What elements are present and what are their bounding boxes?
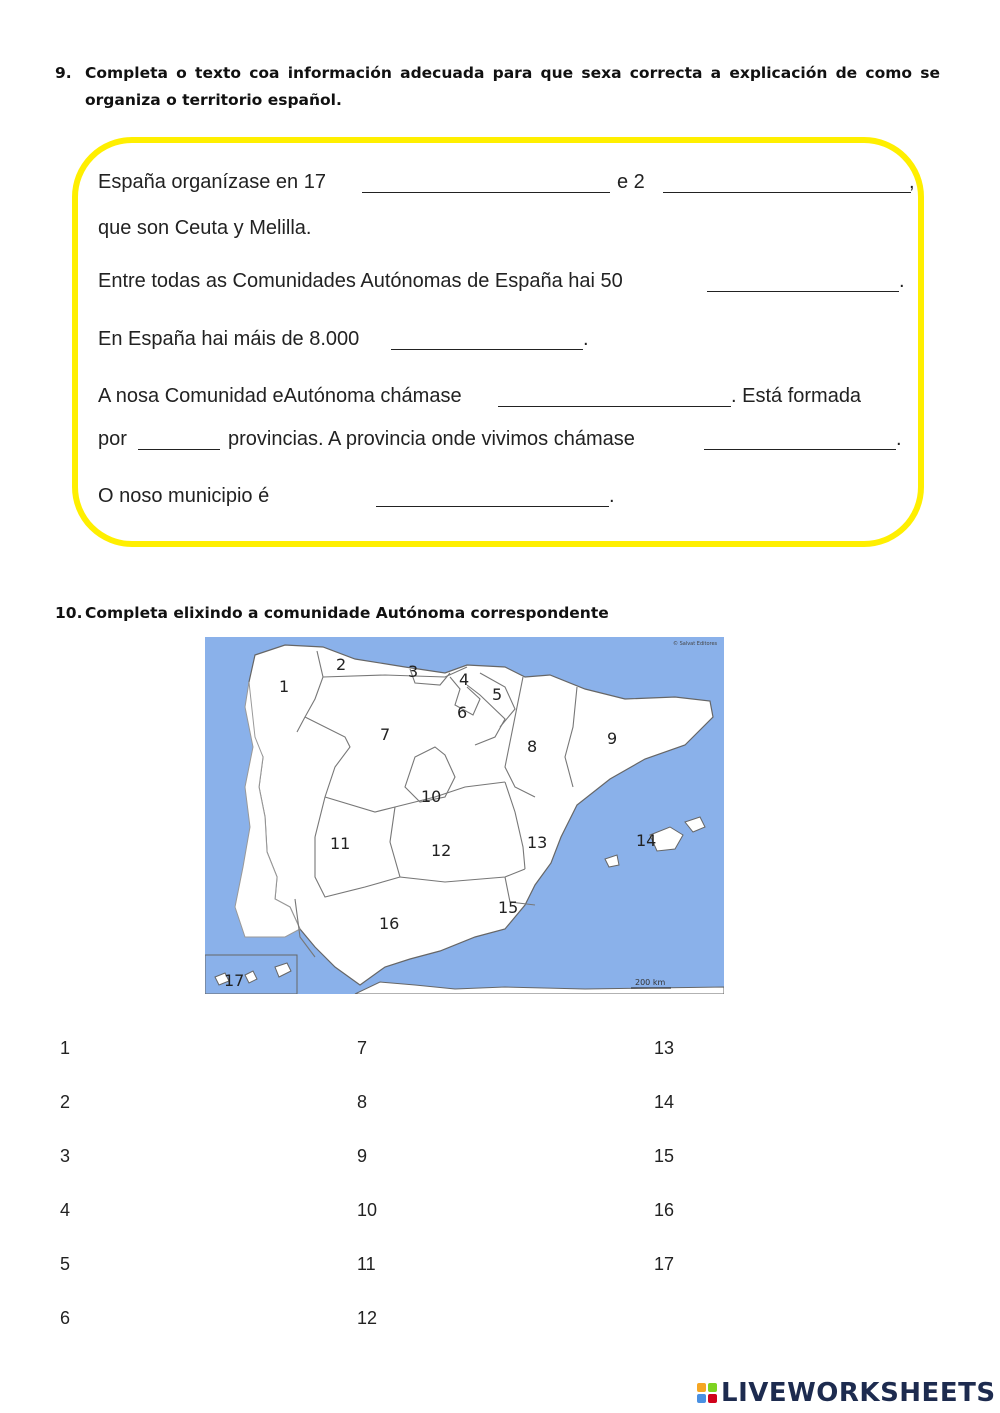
- answer-input-8[interactable]: [395, 1090, 629, 1114]
- answer-number-14: 14: [654, 1092, 675, 1112]
- text-line-5b: . Está formada: [731, 385, 862, 407]
- map-label-7: 7: [380, 725, 391, 744]
- answer-number-15: 15: [654, 1146, 675, 1166]
- answer-input-14[interactable]: [692, 1090, 936, 1114]
- answer-input-16[interactable]: [692, 1198, 936, 1222]
- answer-number-7: 7: [357, 1038, 368, 1058]
- map-label-2: 2: [336, 655, 347, 674]
- blank-provincia[interactable]: [704, 427, 896, 450]
- answer-number-9: 9: [357, 1146, 368, 1166]
- answer-number-4: 4: [60, 1200, 71, 1220]
- answer-number-1: 1: [60, 1038, 71, 1058]
- answer-input-7[interactable]: [395, 1036, 629, 1060]
- map-label-14: 14: [636, 831, 657, 850]
- text-line-7b: .: [609, 485, 615, 507]
- text-line-1c: ,: [909, 171, 915, 193]
- map-label-3: 3: [408, 662, 419, 681]
- map-label-5: 5: [492, 685, 503, 704]
- text-line-1b: e 2: [617, 171, 645, 193]
- map-scale-label: 200 km: [635, 978, 666, 987]
- answer-input-5[interactable]: [90, 1252, 324, 1276]
- text-line-6c: .: [896, 428, 902, 450]
- liveworksheets-logo-icon: [697, 1383, 717, 1403]
- map-label-16: 16: [379, 914, 400, 933]
- question-9-title: [55, 60, 940, 114]
- text-line-2: que son Ceuta y Melilla.: [98, 217, 312, 239]
- answer-input-15[interactable]: [692, 1144, 936, 1168]
- answer-number-8: 8: [357, 1092, 368, 1112]
- answer-input-17[interactable]: [692, 1252, 936, 1276]
- text-line-5a: A nosa Comunidad eAutónoma chámase: [98, 385, 462, 407]
- answer-number-16: 16: [654, 1200, 675, 1220]
- answer-number-12: 12: [357, 1308, 378, 1328]
- map-credit: © Salvat Editores: [673, 641, 718, 647]
- answer-number-10: 10: [357, 1200, 378, 1220]
- map-label-10: 10: [421, 787, 442, 806]
- answer-input-2[interactable]: [90, 1090, 324, 1114]
- answer-input-1[interactable]: [90, 1036, 324, 1060]
- map-label-6: 6: [457, 703, 468, 722]
- text-line-7a: O noso municipio é: [98, 485, 270, 507]
- blank-num-provincias[interactable]: [138, 427, 220, 450]
- question-number: 9.: [55, 64, 72, 82]
- question-number: 10.: [55, 604, 83, 622]
- text-line-4b: .: [583, 328, 589, 350]
- answer-input-13[interactable]: [692, 1036, 936, 1060]
- text-line-4a: En España hai máis de 8.000: [98, 328, 360, 350]
- answer-number-6: 6: [60, 1308, 71, 1328]
- liveworksheets-logo: [697, 1378, 996, 1408]
- answer-number-17: 17: [654, 1254, 675, 1274]
- answer-number-3: 3: [60, 1146, 71, 1166]
- blank-municipio[interactable]: [376, 484, 609, 507]
- map-label-15: 15: [498, 898, 519, 917]
- answer-input-10[interactable]: [395, 1198, 629, 1222]
- text-line-1a: España organízase en 17: [98, 171, 326, 193]
- text-line-3a: Entre todas as Comunidades Autónomas de España hai 50: [98, 270, 623, 292]
- map-label-12: 12: [431, 841, 452, 860]
- map-label-11: 11: [330, 834, 351, 853]
- question-text: Completa elixindo a comunidade Autónoma correspondente: [85, 604, 609, 622]
- text-line-3b: .: [899, 270, 905, 292]
- text-line-6a: por: [98, 428, 127, 450]
- map-label-9: 9: [607, 729, 618, 748]
- text-line-6b: provincias. A provincia onde vivimos chámase: [228, 428, 635, 450]
- map-label-1: 1: [279, 677, 290, 696]
- blank-cidades-autonomas[interactable]: [663, 170, 911, 193]
- blank-comunidades[interactable]: [362, 170, 610, 193]
- answer-number-2: 2: [60, 1092, 71, 1112]
- answer-input-9[interactable]: [395, 1144, 629, 1168]
- answer-input-4[interactable]: [90, 1198, 324, 1222]
- answer-input-11[interactable]: [395, 1252, 629, 1276]
- answer-number-13: 13: [654, 1038, 675, 1058]
- question-text: Completa o texto coa información adecuada para que sexa correcta a explicación de como se organiza o territorio español.: [85, 64, 940, 109]
- map-label-4: 4: [459, 670, 470, 689]
- map-label-17: 17: [224, 971, 245, 990]
- blank-municipios[interactable]: [391, 327, 583, 350]
- logo-text: LIVEWORKSHEETS: [721, 1378, 996, 1408]
- answer-input-12[interactable]: [395, 1306, 629, 1330]
- answer-input-3[interactable]: [90, 1144, 324, 1168]
- blank-comunidade[interactable]: [498, 384, 731, 407]
- map-label-8: 8: [527, 737, 538, 756]
- spain-map-svg: [205, 637, 724, 994]
- answer-number-5: 5: [60, 1254, 71, 1274]
- map-label-13: 13: [527, 833, 548, 852]
- answer-number-11: 11: [357, 1254, 376, 1274]
- blank-provincias[interactable]: [707, 269, 899, 292]
- answer-input-6[interactable]: [90, 1306, 324, 1330]
- spain-map: [205, 637, 724, 994]
- question-10-title: [55, 600, 940, 627]
